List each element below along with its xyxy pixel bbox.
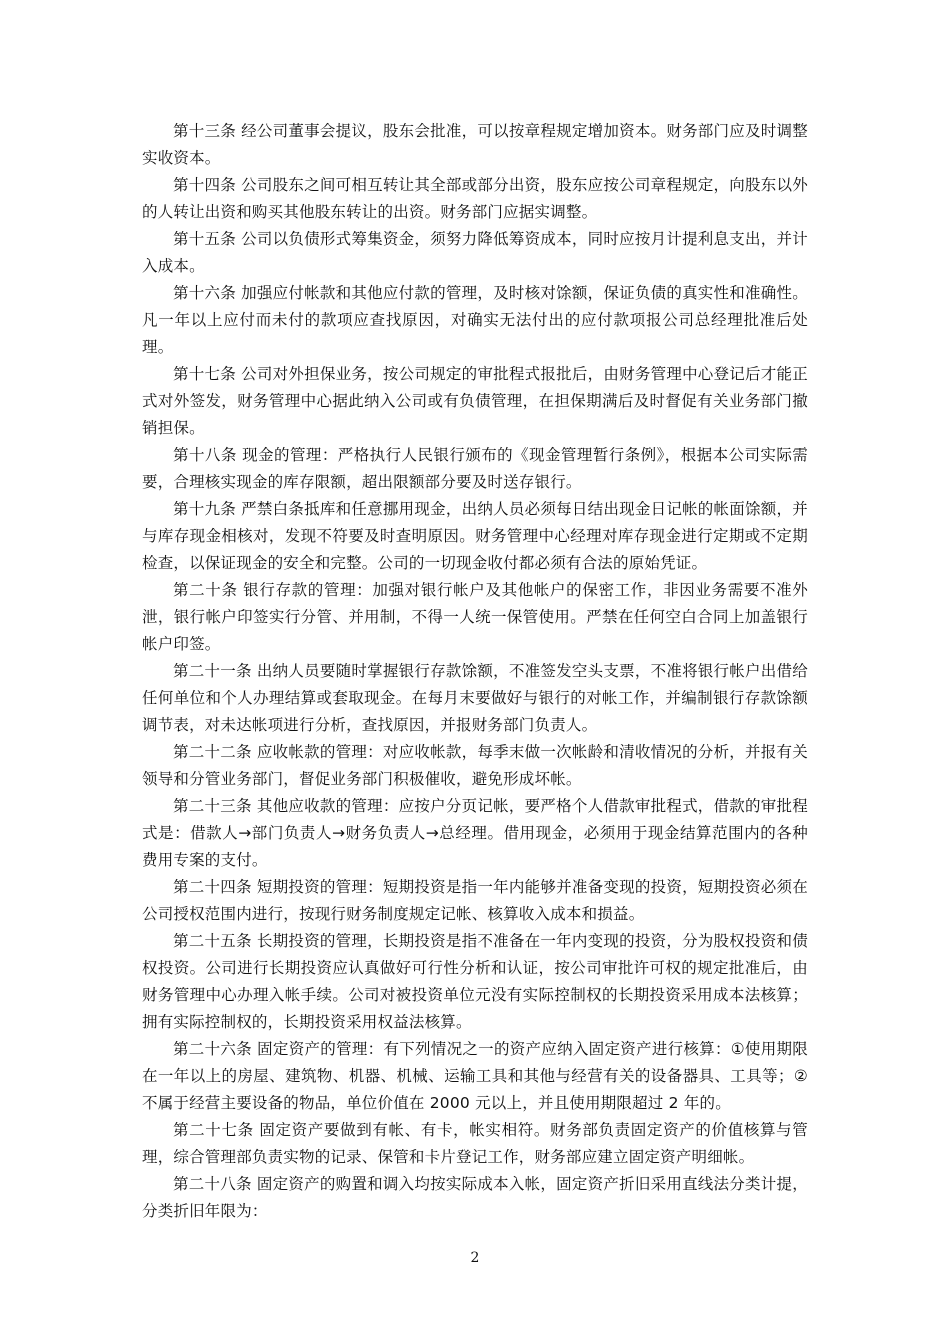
paragraph-article-24: 第二十四条 短期投资的管理：短期投资是指一年内能够并准备变现的投资，短期投资必须在公司授权范围内进行，按现行财务制度规定记帐、核算收入成本和损益。 (142, 878, 808, 923)
paragraph-article-14: 第十四条 公司股东之间可相互转让其全部或部分出资，股东应按公司章程规定，向股东以外的人转让出资和购买其他股东转让的出资。财务部门应据实调整。 (142, 176, 808, 221)
paragraph-article-26: 第二十六条 固定资产的管理：有下列情况之一的资产应纳入固定资产进行核算：①使用期限在一年以上的房屋、建筑物、机器、机械、运输工具和其他与经营有关的设备器具、工具等；②不属于经营主要设备的物品，单位价值在 2000 元以上，并且使用期限超过 2 年的。 (142, 1040, 808, 1112)
paragraph-article-16: 第十六条 加强应付帐款和其他应付款的管理，及时核对馀额，保证负债的真实性和准确性。凡一年以上应付而未付的款项应查找原因，对确实无法付出的应付款项报公司总经理批准后处理。 (142, 284, 808, 356)
document-body (142, 118, 808, 1225)
paragraph-article-25: 第二十五条 长期投资的管理，长期投资是指不准备在一年内变现的投资，分为股权投资和债权投资。公司进行长期投资应认真做好可行性分析和认证，按公司审批许可权的规定批准后，由财务管理中心办理入帐手续。公司对被投资单位元没有实际控制权的长期投资采用成本法核算；拥有实际控制权的，长期投资采用权益法核算。 (142, 932, 808, 1031)
paragraph-article-22: 第二十二条 应收帐款的管理：对应收帐款，每季末做一次帐龄和清收情况的分析，并报有关领导和分管业务部门，督促业务部门积极催收，避免形成坏帐。 (142, 743, 808, 788)
paragraph-article-27: 第二十七条 固定资产要做到有帐、有卡，帐实相符。财务部负责固定资产的价值核算与管理，综合管理部负责实物的记录、保管和卡片登记工作，财务部应建立固定资产明细帐。 (142, 1121, 808, 1166)
paragraph-article-18: 第十八条 现金的管理：严格执行人民银行颁布的《现金管理暂行条例》，根据本公司实际需要，合理核实现金的库存限额，超出限额部分要及时送存银行。 (142, 446, 808, 491)
paragraph-article-28: 第二十八条 固定资产的购置和调入均按实际成本入帐，固定资产折旧采用直线法分类计提，分类折旧年限为： (142, 1175, 808, 1220)
paragraph-article-23: 第二十三条 其他应收款的管理：应按户分页记帐，要严格个人借款审批程式，借款的审批程式是：借款人→部门负责人→财务负责人→总经理。借用现金，必须用于现金结算范围内的各种费用专案的支付。 (142, 797, 808, 869)
page-number: 2 (470, 1250, 480, 1266)
paragraph-article-21: 第二十一条 出纳人员要随时掌握银行存款馀额，不准签发空头支票，不准将银行帐户出借给任何单位和个人办理结算或套取现金。在每月末要做好与银行的对帐工作，并编制银行存款馀额调节表，对未达帐项进行分析，查找原因，并报财务部门负责人。 (142, 662, 808, 734)
paragraph-article-20: 第二十条 银行存款的管理：加强对银行帐户及其他帐户的保密工作，非因业务需要不准外泄，银行帐户印签实行分管、并用制，不得一人统一保管使用。严禁在任何空白合同上加盖银行帐户印签。 (142, 581, 808, 653)
paragraph-article-17: 第十七条 公司对外担保业务，按公司规定的审批程式报批后，由财务管理中心登记后才能正式对外签发，财务管理中心据此纳入公司或有负债管理，在担保期满后及时督促有关业务部门撤销担保。 (142, 365, 808, 437)
paragraph-article-19: 第十九条 严禁白条抵库和任意挪用现金，出纳人员必须每日结出现金日记帐的帐面馀额，并与库存现金相核对，发现不符要及时查明原因。财务管理中心经理对库存现金进行定期或不定期检查，以保证现金的安全和完整。公司的一切现金收付都必须有合法的原始凭证。 (142, 500, 808, 572)
paragraph-article-15: 第十五条 公司以负债形式筹集资金，须努力降低筹资成本，同时应按月计提利息支出，并计入成本。 (142, 230, 808, 275)
paragraph-article-13: 第十三条 经公司董事会提议，股东会批准，可以按章程规定增加资本。财务部门应及时调整实收资本。 (142, 122, 808, 167)
